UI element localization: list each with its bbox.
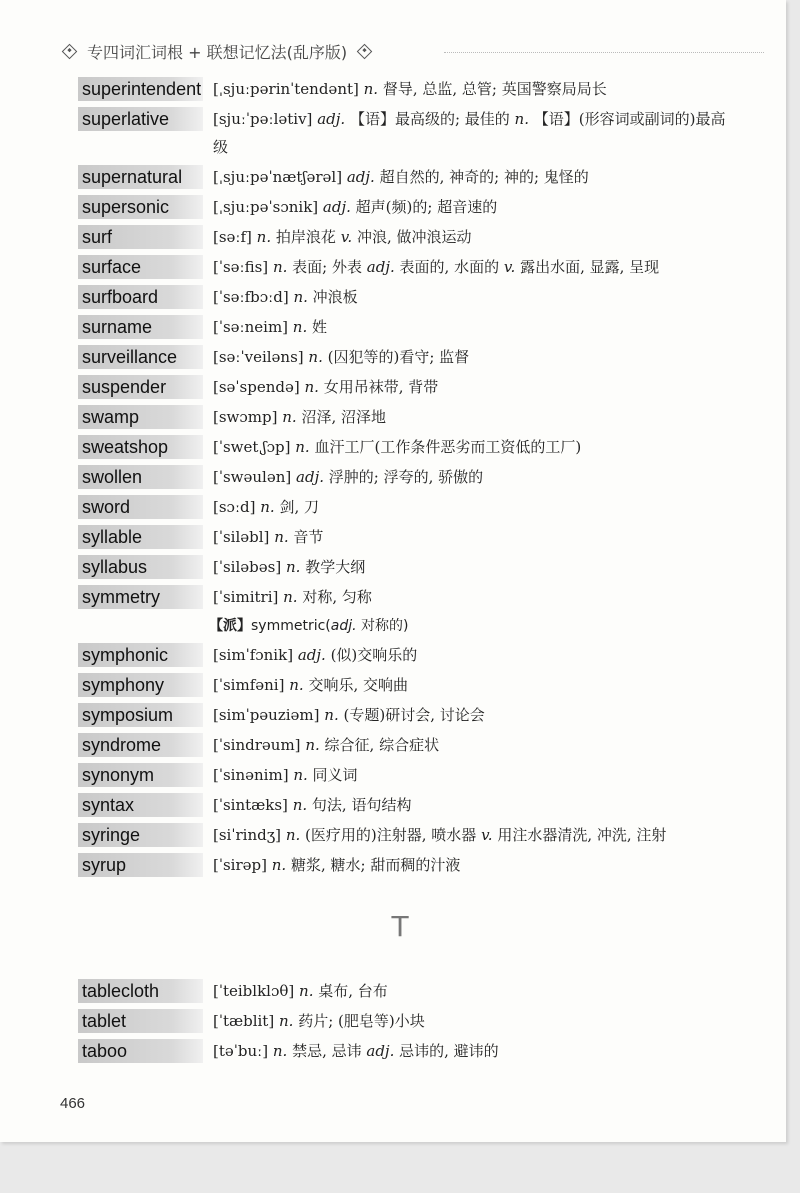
meaning-text: (专题)研讨会, 讨论会 xyxy=(343,706,485,724)
definition xyxy=(203,373,738,401)
meaning-text: 剑, 刀 xyxy=(279,498,320,516)
meaning-text: 沼泽, 沼泽地 xyxy=(301,408,387,426)
dictionary-entry xyxy=(78,733,738,759)
dictionary-entry xyxy=(78,1039,738,1065)
definition xyxy=(203,583,738,611)
phonetic: [ˈsəːneim] xyxy=(213,318,289,336)
phonetic: [səːf] xyxy=(213,228,252,246)
dictionary-entry xyxy=(78,1009,738,1035)
entry-list-s xyxy=(78,77,738,883)
headword: supernatural xyxy=(78,165,203,189)
section-letter: T xyxy=(391,910,409,943)
phonetic: [ˌsjuːpəˈsɔnik] xyxy=(213,198,319,216)
headword: surf xyxy=(78,225,203,249)
dictionary-entry xyxy=(78,763,738,789)
phonetic: [sjuːˈpəːlətiv] xyxy=(213,110,313,128)
definition xyxy=(203,761,738,789)
dictionary-entry xyxy=(78,465,738,491)
headword: sweatshop xyxy=(78,435,203,459)
part-of-speech: n. xyxy=(256,228,272,246)
meaning-text: 禁忌, 忌讳 xyxy=(292,1042,362,1060)
part-of-speech: n. xyxy=(304,378,319,396)
definition xyxy=(203,313,738,341)
dictionary-entry xyxy=(78,375,738,401)
dictionary-entry xyxy=(78,107,738,161)
dictionary-entry xyxy=(78,495,738,521)
dictionary-entry xyxy=(78,195,738,221)
dictionary-entry xyxy=(78,979,738,1005)
meaning-text: 督导, 总监, 总管; 英国警察局局长 xyxy=(382,80,607,98)
part-of-speech: n. xyxy=(363,80,379,98)
definition xyxy=(203,671,738,699)
definition xyxy=(203,851,738,879)
headword: surface xyxy=(78,255,203,279)
phonetic: [ˈsiləbəs] xyxy=(213,558,282,576)
dictionary-entry xyxy=(78,315,738,341)
meaning-text: 表面的, 水面的 xyxy=(399,258,500,276)
phonetic: [ˈsimitri] xyxy=(213,588,279,606)
meaning-text: 对称, 匀称 xyxy=(302,588,372,606)
phonetic: [ˈsəːfbɔːd] xyxy=(213,288,289,306)
definition xyxy=(203,433,738,461)
headword: superlative xyxy=(78,107,203,131)
phonetic: [simˈpəuziəm] xyxy=(213,706,320,724)
meaning-text: 拍岸浪花 xyxy=(275,228,336,246)
definition xyxy=(203,493,738,521)
meaning-text: 冲浪, 做冲浪运动 xyxy=(356,228,472,246)
derived-word: symmetric( xyxy=(251,618,331,634)
part-of-speech: v. xyxy=(340,228,353,246)
phonetic: [siˈrindʒ] xyxy=(213,826,282,844)
headword: syndrome xyxy=(78,733,203,757)
phonetic: [ˌsjuːpəˈnætʃərəl] xyxy=(213,168,343,186)
part-of-speech: n. xyxy=(272,258,288,276)
headword: symmetry xyxy=(78,585,203,609)
headword: synonym xyxy=(78,763,203,787)
part-of-speech: n. xyxy=(514,110,529,128)
dictionary-entry xyxy=(78,435,738,461)
phonetic: [ˈsindrəum] xyxy=(213,736,301,754)
part-of-speech: adj. xyxy=(296,468,324,486)
dictionary-entry xyxy=(78,673,738,699)
definition xyxy=(203,253,738,281)
derived-meaning: 对称的) xyxy=(361,618,409,634)
meaning-text: 超声(频)的; 超音速的 xyxy=(355,198,498,216)
part-of-speech: n. xyxy=(285,826,301,844)
phonetic: [simˈfɔnik] xyxy=(213,646,294,664)
definition xyxy=(203,731,738,759)
dictionary-entry xyxy=(78,225,738,251)
definition xyxy=(203,343,738,371)
part-of-speech: n. xyxy=(293,288,308,306)
dictionary-entry xyxy=(78,345,738,371)
part-of-speech: n. xyxy=(283,588,298,606)
part-of-speech: n. xyxy=(272,1042,288,1060)
dictionary-entry xyxy=(78,405,738,431)
meaning-text: 姓 xyxy=(312,318,328,336)
definition xyxy=(203,463,738,491)
part-of-speech: n. xyxy=(299,982,314,1000)
dictionary-entry xyxy=(78,703,738,729)
meaning-text: 音节 xyxy=(293,528,324,546)
headword: surveillance xyxy=(78,345,203,369)
meaning-text: 【语】(形容词或副词的)最高级 xyxy=(213,110,726,156)
meaning-text: 交响乐, 交响曲 xyxy=(308,676,408,694)
phonetic: [ˈtæblit] xyxy=(213,1012,275,1030)
part-of-speech: adj. xyxy=(322,198,351,216)
headword: sword xyxy=(78,495,203,519)
phonetic: [ˈswəulən] xyxy=(213,468,292,486)
dictionary-entry xyxy=(78,823,738,849)
definition xyxy=(203,283,738,311)
meaning-text: 【语】最高级的; 最佳的 xyxy=(349,110,510,128)
headword: supersonic xyxy=(78,195,203,219)
part-of-speech: v. xyxy=(503,258,516,276)
derived-tag: 【派】 xyxy=(209,618,251,634)
meaning-text: 同义词 xyxy=(312,766,358,784)
part-of-speech: adj. xyxy=(366,258,395,276)
definition xyxy=(203,75,738,103)
meaning-text: 表面; 外表 xyxy=(292,258,362,276)
headword: swamp xyxy=(78,405,203,429)
phonetic: [ˈteiblklɔθ] xyxy=(213,982,295,1000)
header-title: 专四词汇词根 + 联想记忆法(乱序版) xyxy=(87,43,348,62)
meaning-text: (医疗用的)注射器, 喷水器 xyxy=(305,826,477,844)
headword: suspender xyxy=(78,375,203,399)
definition xyxy=(203,641,738,669)
definition xyxy=(203,701,738,729)
meaning-text: 浮肿的; 浮夸的, 骄傲的 xyxy=(328,468,484,486)
dictionary-entry xyxy=(78,853,738,879)
headword: tablecloth xyxy=(78,979,203,1003)
page-number: 466 xyxy=(60,1095,86,1112)
entry-list-t xyxy=(78,979,738,1069)
part-of-speech: v. xyxy=(481,826,493,844)
definition xyxy=(203,553,738,581)
part-of-speech: n. xyxy=(305,736,320,754)
headword: syllable xyxy=(78,525,203,549)
meaning-text: 用注水器清洗, 冲洗, 注射 xyxy=(497,826,667,844)
meaning-text: 忌讳的, 避讳的 xyxy=(399,1042,499,1060)
part-of-speech: n. xyxy=(292,318,308,336)
meaning-text: 血汗工厂(工作条件恶劣而工资低的工厂) xyxy=(314,438,582,456)
part-of-speech: adj. xyxy=(297,646,326,664)
meaning-text: (似)交响乐的 xyxy=(330,646,418,664)
part-of-speech: n. xyxy=(278,1012,294,1030)
dictionary-entry xyxy=(78,165,738,191)
headword: syllabus xyxy=(78,555,203,579)
meaning-text: 句法, 语句结构 xyxy=(311,796,412,814)
headword: symphonic xyxy=(78,643,203,667)
part-of-speech: adj. xyxy=(366,1042,395,1060)
dictionary-entry xyxy=(78,643,738,669)
dictionary-entry xyxy=(78,285,738,311)
diamond-icon xyxy=(357,44,373,60)
meaning-text: 桌布, 台布 xyxy=(318,982,388,1000)
part-of-speech: n. xyxy=(293,766,308,784)
definition xyxy=(203,105,738,161)
phonetic: [təˈbuː] xyxy=(213,1042,269,1060)
phonetic: [ˈsimfəni] xyxy=(213,676,285,694)
meaning-text: 露出水面, 显露, 呈现 xyxy=(520,258,660,276)
definition xyxy=(203,791,738,819)
definition xyxy=(203,193,738,221)
part-of-speech: n. xyxy=(292,796,308,814)
meaning-text: 糖浆, 糖水; 甜而稠的汁液 xyxy=(290,856,461,874)
header-divider xyxy=(444,52,764,53)
headword: syrup xyxy=(78,853,203,877)
meaning-text: 教学大纲 xyxy=(305,558,366,576)
part-of-speech: n. xyxy=(289,676,304,694)
part-of-speech: n. xyxy=(260,498,275,516)
definition xyxy=(203,223,738,251)
part-of-speech: adj. xyxy=(330,618,357,634)
phonetic: [swɔmp] xyxy=(213,408,278,426)
definition xyxy=(203,1037,738,1065)
definition xyxy=(203,523,738,551)
part-of-speech: n. xyxy=(308,348,323,366)
dictionary-entry xyxy=(78,77,738,103)
phonetic: [ˌsjuːpərinˈtendənt] xyxy=(213,80,359,98)
phonetic: [səˈspendə] xyxy=(213,378,300,396)
part-of-speech: adj. xyxy=(317,110,346,128)
meaning-text: 冲浪板 xyxy=(312,288,358,306)
phonetic: [ˈsintæks] xyxy=(213,796,288,814)
part-of-speech: n. xyxy=(295,438,310,456)
meaning-text: 药片; (肥皂等)小块 xyxy=(298,1012,425,1030)
headword: syntax xyxy=(78,793,203,817)
definition xyxy=(203,403,738,431)
diamond-icon xyxy=(62,44,78,60)
headword: superintendent xyxy=(78,77,203,101)
headword: syringe xyxy=(78,823,203,847)
headword: symposium xyxy=(78,703,203,727)
definition xyxy=(203,977,738,1005)
headword: swollen xyxy=(78,465,203,489)
dictionary-entry xyxy=(78,525,738,551)
running-header xyxy=(58,40,376,63)
meaning-text: 综合征, 综合症状 xyxy=(324,736,440,754)
part-of-speech: n. xyxy=(324,706,339,724)
part-of-speech: n. xyxy=(274,528,289,546)
phonetic: [sɔːd] xyxy=(213,498,256,516)
part-of-speech: adj. xyxy=(346,168,375,186)
dictionary-entry xyxy=(78,585,738,611)
definition xyxy=(203,163,738,191)
headword: surname xyxy=(78,315,203,339)
definition xyxy=(203,1007,738,1035)
headword: symphony xyxy=(78,673,203,697)
headword: surfboard xyxy=(78,285,203,309)
meaning-text: 女用吊袜带, 背带 xyxy=(323,378,439,396)
headword: tablet xyxy=(78,1009,203,1033)
derived-form xyxy=(209,613,738,639)
headword: taboo xyxy=(78,1039,203,1063)
phonetic: [ˈsəːfis] xyxy=(213,258,269,276)
meaning-text: (囚犯等的)看守; 监督 xyxy=(327,348,470,366)
part-of-speech: n. xyxy=(285,558,301,576)
phonetic: [səːˈveiləns] xyxy=(213,348,304,366)
dictionary-entry xyxy=(78,555,738,581)
phonetic: [ˈsirəp] xyxy=(213,856,267,874)
dictionary-entry xyxy=(78,793,738,819)
phonetic: [ˈsiləbl] xyxy=(213,528,270,546)
definition xyxy=(203,821,738,849)
part-of-speech: n. xyxy=(282,408,297,426)
phonetic: [ˈsinənim] xyxy=(213,766,289,784)
meaning-text: 超自然的, 神奇的; 神的; 鬼怪的 xyxy=(379,168,589,186)
phonetic: [ˈswetˌʃɔp] xyxy=(213,438,291,456)
dictionary-entry xyxy=(78,255,738,281)
part-of-speech: n. xyxy=(271,856,287,874)
